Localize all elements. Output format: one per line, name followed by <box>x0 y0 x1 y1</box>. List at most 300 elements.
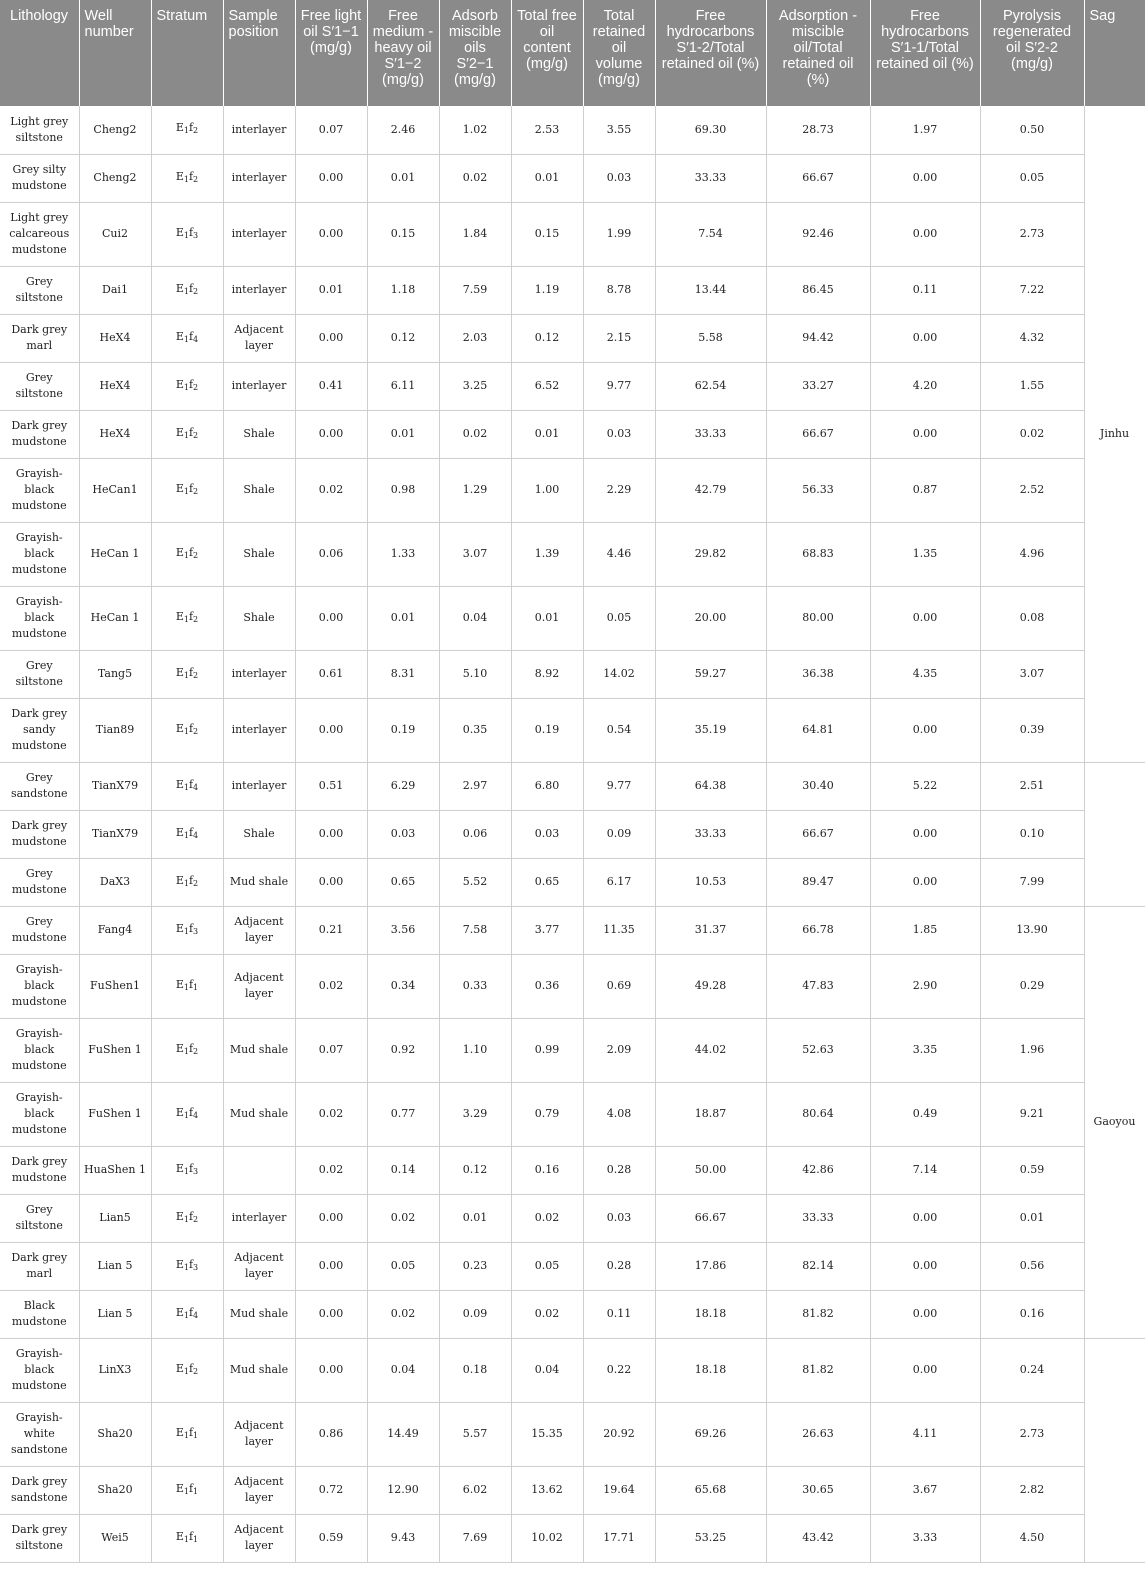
stratum-cell: $E_1f_2$ <box>151 106 223 154</box>
table-row <box>0 858 1145 906</box>
free-hc-s11-ratio-cell: 4.11 <box>870 1402 980 1466</box>
stratum-cell: $E_1f_2$ <box>151 266 223 314</box>
lithology-cell: Grayish-black mudstone <box>0 458 79 522</box>
free-medium-heavy-oil-cell: 8.31 <box>367 650 439 698</box>
sample-position-cell: Shale <box>223 810 295 858</box>
total-retained-oil-cell: 4.46 <box>583 522 655 586</box>
adsorb-miscible-oils-cell: 7.59 <box>439 266 511 314</box>
sag-cell: Gaoyou <box>1084 906 1145 1338</box>
adsorption-ratio-cell: 43.42 <box>766 1514 870 1562</box>
table-row <box>0 522 1145 586</box>
adsorption-ratio-cell: 80.64 <box>766 1082 870 1146</box>
adsorption-ratio-cell: 42.86 <box>766 1146 870 1194</box>
free-medium-heavy-oil-cell: 0.02 <box>367 1194 439 1242</box>
free-light-oil-cell: 0.41 <box>295 362 367 410</box>
total-retained-oil-cell: 0.69 <box>583 954 655 1018</box>
sample-position-cell: interlayer <box>223 154 295 202</box>
adsorb-miscible-oils-cell: 0.23 <box>439 1242 511 1290</box>
lithology-cell: Grayish-black mudstone <box>0 586 79 650</box>
table-row <box>0 906 1145 954</box>
total-retained-oil-cell: 0.03 <box>583 154 655 202</box>
adsorb-miscible-oils-cell: 0.04 <box>439 586 511 650</box>
free-light-oil-cell: 0.61 <box>295 650 367 698</box>
total-retained-oil-cell: 17.71 <box>583 1514 655 1562</box>
well-number-cell: Tian89 <box>79 698 151 762</box>
well-number-cell: HeCan 1 <box>79 522 151 586</box>
pyrolysis-oil-cell: 7.99 <box>980 858 1084 906</box>
sag-cell <box>1084 1338 1145 1562</box>
free-hc-s12-ratio-cell: 18.87 <box>655 1082 766 1146</box>
free-medium-heavy-oil-cell: 0.03 <box>367 810 439 858</box>
total-free-oil-cell: 0.01 <box>511 154 583 202</box>
well-number-cell: TianX79 <box>79 810 151 858</box>
free-hc-s12-ratio-cell: 49.28 <box>655 954 766 1018</box>
free-light-oil-cell: 0.07 <box>295 1018 367 1082</box>
adsorption-ratio-cell: 66.67 <box>766 154 870 202</box>
adsorb-miscible-oils-cell: 1.10 <box>439 1018 511 1082</box>
col-header-lithology: Lithology <box>0 0 79 106</box>
lithology-cell: Dark grey marl <box>0 314 79 362</box>
stratum-cell: $E_1f_3$ <box>151 906 223 954</box>
lithology-cell: Grayish-black mudstone <box>0 1082 79 1146</box>
sample-position-cell: Mud shale <box>223 1290 295 1338</box>
header-row <box>0 0 1145 106</box>
table-row <box>0 586 1145 650</box>
well-number-cell: TianX79 <box>79 762 151 810</box>
well-number-cell: Sha20 <box>79 1402 151 1466</box>
table-row <box>0 1146 1145 1194</box>
free-light-oil-cell: 0.00 <box>295 698 367 762</box>
well-number-cell: Cui2 <box>79 202 151 266</box>
well-number-cell: HeCan1 <box>79 458 151 522</box>
stratum-cell: $E_1f_3$ <box>151 1242 223 1290</box>
free-hc-s12-ratio-cell: 50.00 <box>655 1146 766 1194</box>
free-hc-s11-ratio-cell: 0.11 <box>870 266 980 314</box>
total-retained-oil-cell: 11.35 <box>583 906 655 954</box>
pyrolysis-oil-cell: 9.21 <box>980 1082 1084 1146</box>
adsorb-miscible-oils-cell: 5.52 <box>439 858 511 906</box>
free-light-oil-cell: 0.02 <box>295 458 367 522</box>
total-free-oil-cell: 3.77 <box>511 906 583 954</box>
total-free-oil-cell: 6.80 <box>511 762 583 810</box>
lithology-cell: Grey siltstone <box>0 362 79 410</box>
free-hc-s12-ratio-cell: 42.79 <box>655 458 766 522</box>
well-number-cell: FuShen 1 <box>79 1018 151 1082</box>
well-number-cell: FuShen1 <box>79 954 151 1018</box>
free-hc-s12-ratio-cell: 65.68 <box>655 1466 766 1514</box>
free-medium-heavy-oil-cell: 0.01 <box>367 410 439 458</box>
col-header-pyrolysis-oil: Pyrolysis regenerated oil S′2-2 (mg/g) <box>980 0 1084 106</box>
table-row <box>0 762 1145 810</box>
well-number-cell: LinX3 <box>79 1338 151 1402</box>
adsorb-miscible-oils-cell: 7.69 <box>439 1514 511 1562</box>
sample-position-cell: interlayer <box>223 1194 295 1242</box>
total-retained-oil-cell: 0.03 <box>583 1194 655 1242</box>
free-hc-s12-ratio-cell: 29.82 <box>655 522 766 586</box>
adsorb-miscible-oils-cell: 5.57 <box>439 1402 511 1466</box>
stratum-cell: $E_1f_2$ <box>151 1338 223 1402</box>
stratum-cell: $E_1f_1$ <box>151 954 223 1018</box>
free-medium-heavy-oil-cell: 0.92 <box>367 1018 439 1082</box>
free-light-oil-cell: 0.00 <box>295 1338 367 1402</box>
stratum-cell: $E_1f_4$ <box>151 1082 223 1146</box>
pyrolysis-oil-cell: 0.01 <box>980 1194 1084 1242</box>
free-hc-s12-ratio-cell: 53.25 <box>655 1514 766 1562</box>
total-free-oil-cell: 13.62 <box>511 1466 583 1514</box>
free-hc-s12-ratio-cell: 69.30 <box>655 106 766 154</box>
table-row <box>0 1242 1145 1290</box>
free-hc-s11-ratio-cell: 3.33 <box>870 1514 980 1562</box>
free-light-oil-cell: 0.01 <box>295 266 367 314</box>
pyrolysis-oil-cell: 0.08 <box>980 586 1084 650</box>
adsorb-miscible-oils-cell: 0.12 <box>439 1146 511 1194</box>
adsorption-ratio-cell: 36.38 <box>766 650 870 698</box>
free-medium-heavy-oil-cell: 0.19 <box>367 698 439 762</box>
free-medium-heavy-oil-cell: 0.15 <box>367 202 439 266</box>
well-number-cell: Dai1 <box>79 266 151 314</box>
total-retained-oil-cell: 9.77 <box>583 762 655 810</box>
total-free-oil-cell: 0.79 <box>511 1082 583 1146</box>
sag-cell <box>1084 762 1145 906</box>
stratum-cell: $E_1f_1$ <box>151 1466 223 1514</box>
free-medium-heavy-oil-cell: 1.18 <box>367 266 439 314</box>
sample-position-cell: Adjacent layer <box>223 906 295 954</box>
total-retained-oil-cell: 0.54 <box>583 698 655 762</box>
total-free-oil-cell: 6.52 <box>511 362 583 410</box>
free-hc-s11-ratio-cell: 1.97 <box>870 106 980 154</box>
free-light-oil-cell: 0.02 <box>295 954 367 1018</box>
free-hc-s12-ratio-cell: 33.33 <box>655 410 766 458</box>
pyrolysis-oil-cell: 4.32 <box>980 314 1084 362</box>
free-hc-s11-ratio-cell: 1.85 <box>870 906 980 954</box>
adsorb-miscible-oils-cell: 1.84 <box>439 202 511 266</box>
table-row <box>0 1018 1145 1082</box>
stratum-cell: $E_1f_2$ <box>151 1018 223 1082</box>
stratum-cell: $E_1f_2$ <box>151 1194 223 1242</box>
adsorption-ratio-cell: 66.78 <box>766 906 870 954</box>
total-free-oil-cell: 0.01 <box>511 586 583 650</box>
col-header-stratum: Stratum <box>151 0 223 106</box>
table-row <box>0 1290 1145 1338</box>
total-retained-oil-cell: 1.99 <box>583 202 655 266</box>
adsorb-miscible-oils-cell: 6.02 <box>439 1466 511 1514</box>
total-free-oil-cell: 1.00 <box>511 458 583 522</box>
table-row <box>0 1514 1145 1562</box>
free-hc-s11-ratio-cell: 0.00 <box>870 314 980 362</box>
well-number-cell: DaX3 <box>79 858 151 906</box>
total-free-oil-cell: 0.12 <box>511 314 583 362</box>
free-hc-s11-ratio-cell: 0.00 <box>870 1338 980 1402</box>
table-row <box>0 1082 1145 1146</box>
pyrolysis-oil-cell: 0.05 <box>980 154 1084 202</box>
pyrolysis-oil-cell: 2.73 <box>980 202 1084 266</box>
free-hc-s12-ratio-cell: 7.54 <box>655 202 766 266</box>
free-light-oil-cell: 0.72 <box>295 1466 367 1514</box>
total-free-oil-cell: 0.15 <box>511 202 583 266</box>
sample-position-cell: Shale <box>223 586 295 650</box>
adsorption-ratio-cell: 66.67 <box>766 410 870 458</box>
col-header-sample-position: Sample position <box>223 0 295 106</box>
free-hc-s12-ratio-cell: 69.26 <box>655 1402 766 1466</box>
free-medium-heavy-oil-cell: 0.65 <box>367 858 439 906</box>
free-medium-heavy-oil-cell: 0.05 <box>367 1242 439 1290</box>
pyrolysis-oil-cell: 1.96 <box>980 1018 1084 1082</box>
stratum-cell: $E_1f_3$ <box>151 1146 223 1194</box>
free-light-oil-cell: 0.00 <box>295 810 367 858</box>
table-row <box>0 314 1145 362</box>
free-medium-heavy-oil-cell: 0.02 <box>367 1290 439 1338</box>
adsorption-ratio-cell: 64.81 <box>766 698 870 762</box>
pyrolysis-oil-cell: 0.59 <box>980 1146 1084 1194</box>
adsorb-miscible-oils-cell: 2.03 <box>439 314 511 362</box>
pyrolysis-oil-cell: 7.22 <box>980 266 1084 314</box>
total-retained-oil-cell: 9.77 <box>583 362 655 410</box>
stratum-cell: $E_1f_2$ <box>151 858 223 906</box>
adsorb-miscible-oils-cell: 5.10 <box>439 650 511 698</box>
pyrolysis-oil-cell: 4.96 <box>980 522 1084 586</box>
free-light-oil-cell: 0.00 <box>295 586 367 650</box>
free-light-oil-cell: 0.59 <box>295 1514 367 1562</box>
free-hc-s12-ratio-cell: 66.67 <box>655 1194 766 1242</box>
sample-position-cell: Shale <box>223 522 295 586</box>
free-hc-s11-ratio-cell: 4.35 <box>870 650 980 698</box>
total-retained-oil-cell: 6.17 <box>583 858 655 906</box>
lithology-cell: Dark grey mudstone <box>0 410 79 458</box>
total-free-oil-cell: 1.19 <box>511 266 583 314</box>
free-medium-heavy-oil-cell: 0.34 <box>367 954 439 1018</box>
total-free-oil-cell: 0.03 <box>511 810 583 858</box>
total-retained-oil-cell: 2.09 <box>583 1018 655 1082</box>
free-medium-heavy-oil-cell: 6.11 <box>367 362 439 410</box>
total-free-oil-cell: 0.01 <box>511 410 583 458</box>
free-hc-s11-ratio-cell: 0.49 <box>870 1082 980 1146</box>
adsorption-ratio-cell: 56.33 <box>766 458 870 522</box>
well-number-cell: HeX4 <box>79 410 151 458</box>
stratum-cell: $E_1f_4$ <box>151 762 223 810</box>
lithology-cell: Dark grey siltstone <box>0 1514 79 1562</box>
free-medium-heavy-oil-cell: 0.14 <box>367 1146 439 1194</box>
total-retained-oil-cell: 0.03 <box>583 410 655 458</box>
sample-position-cell: interlayer <box>223 202 295 266</box>
free-hc-s11-ratio-cell: 0.00 <box>870 698 980 762</box>
col-header-free-medium-heavy-oil: Free medium - heavy oil S′1−2 (mg/g) <box>367 0 439 106</box>
adsorb-miscible-oils-cell: 0.02 <box>439 410 511 458</box>
free-light-oil-cell: 0.07 <box>295 106 367 154</box>
sample-position-cell: Mud shale <box>223 1338 295 1402</box>
lithology-cell: Grey siltstone <box>0 650 79 698</box>
free-medium-heavy-oil-cell: 0.77 <box>367 1082 439 1146</box>
free-hc-s12-ratio-cell: 44.02 <box>655 1018 766 1082</box>
table-row <box>0 1194 1145 1242</box>
pyrolysis-oil-cell: 1.55 <box>980 362 1084 410</box>
total-retained-oil-cell: 14.02 <box>583 650 655 698</box>
total-free-oil-cell: 0.05 <box>511 1242 583 1290</box>
sample-position-cell: interlayer <box>223 762 295 810</box>
well-number-cell: Cheng2 <box>79 154 151 202</box>
free-hc-s12-ratio-cell: 20.00 <box>655 586 766 650</box>
pyrolysis-oil-cell: 3.07 <box>980 650 1084 698</box>
sample-position-cell <box>223 1146 295 1194</box>
total-free-oil-cell: 8.92 <box>511 650 583 698</box>
table-row <box>0 154 1145 202</box>
table-row <box>0 650 1145 698</box>
sample-position-cell: Mud shale <box>223 858 295 906</box>
stratum-cell: $E_1f_4$ <box>151 810 223 858</box>
adsorb-miscible-oils-cell: 3.29 <box>439 1082 511 1146</box>
pyrolysis-oil-cell: 0.02 <box>980 410 1084 458</box>
lithology-cell: Grayish-black mudstone <box>0 1018 79 1082</box>
free-hc-s11-ratio-cell: 4.20 <box>870 362 980 410</box>
free-hc-s12-ratio-cell: 35.19 <box>655 698 766 762</box>
adsorb-miscible-oils-cell: 0.33 <box>439 954 511 1018</box>
lithology-cell: Grayish-black mudstone <box>0 522 79 586</box>
free-hc-s12-ratio-cell: 10.53 <box>655 858 766 906</box>
lithology-cell: Grayish-white sandstone <box>0 1402 79 1466</box>
pyrolysis-oil-cell: 2.73 <box>980 1402 1084 1466</box>
free-light-oil-cell: 0.00 <box>295 154 367 202</box>
free-hc-s12-ratio-cell: 62.54 <box>655 362 766 410</box>
free-light-oil-cell: 0.02 <box>295 1146 367 1194</box>
total-retained-oil-cell: 20.92 <box>583 1402 655 1466</box>
total-retained-oil-cell: 0.05 <box>583 586 655 650</box>
adsorption-ratio-cell: 33.33 <box>766 1194 870 1242</box>
adsorption-ratio-cell: 30.40 <box>766 762 870 810</box>
table-row <box>0 698 1145 762</box>
free-medium-heavy-oil-cell: 0.01 <box>367 154 439 202</box>
well-number-cell: Fang4 <box>79 906 151 954</box>
adsorb-miscible-oils-cell: 0.01 <box>439 1194 511 1242</box>
lithology-cell: Dark grey mudstone <box>0 1146 79 1194</box>
total-retained-oil-cell: 0.09 <box>583 810 655 858</box>
lithology-cell: Grey mudstone <box>0 858 79 906</box>
sample-position-cell: Adjacent layer <box>223 954 295 1018</box>
stratum-cell: $E_1f_1$ <box>151 1514 223 1562</box>
free-medium-heavy-oil-cell: 12.90 <box>367 1466 439 1514</box>
free-hc-s11-ratio-cell: 0.00 <box>870 586 980 650</box>
pyrolysis-oil-cell: 2.52 <box>980 458 1084 522</box>
adsorption-ratio-cell: 30.65 <box>766 1466 870 1514</box>
total-free-oil-cell: 0.65 <box>511 858 583 906</box>
adsorption-ratio-cell: 92.46 <box>766 202 870 266</box>
sample-position-cell: Shale <box>223 458 295 522</box>
free-hc-s11-ratio-cell: 0.00 <box>870 810 980 858</box>
free-light-oil-cell: 0.21 <box>295 906 367 954</box>
free-light-oil-cell: 0.00 <box>295 202 367 266</box>
free-light-oil-cell: 0.86 <box>295 1402 367 1466</box>
sample-position-cell: Adjacent layer <box>223 1514 295 1562</box>
lithology-cell: Grayish-black mudstone <box>0 954 79 1018</box>
adsorb-miscible-oils-cell: 1.29 <box>439 458 511 522</box>
pyrolysis-oil-cell: 2.51 <box>980 762 1084 810</box>
free-hc-s11-ratio-cell: 0.87 <box>870 458 980 522</box>
sample-position-cell: interlayer <box>223 698 295 762</box>
free-light-oil-cell: 0.51 <box>295 762 367 810</box>
adsorption-ratio-cell: 52.63 <box>766 1018 870 1082</box>
adsorb-miscible-oils-cell: 0.02 <box>439 154 511 202</box>
pyrolysis-oil-cell: 4.50 <box>980 1514 1084 1562</box>
table-row <box>0 362 1145 410</box>
col-header-free-hc-s11-ratio: Free hydrocarbons S′1-1/Total retained oil (%) <box>870 0 980 106</box>
free-hc-s12-ratio-cell: 33.33 <box>655 810 766 858</box>
well-number-cell: Cheng2 <box>79 106 151 154</box>
adsorption-ratio-cell: 94.42 <box>766 314 870 362</box>
adsorption-ratio-cell: 33.27 <box>766 362 870 410</box>
adsorption-ratio-cell: 47.83 <box>766 954 870 1018</box>
col-header-well-number: Well number <box>79 0 151 106</box>
total-retained-oil-cell: 2.29 <box>583 458 655 522</box>
col-header-adsorb-miscible-oils: Adsorb miscible oils S′2−1 (mg/g) <box>439 0 511 106</box>
free-hc-s11-ratio-cell: 2.90 <box>870 954 980 1018</box>
free-hc-s12-ratio-cell: 64.38 <box>655 762 766 810</box>
free-hc-s11-ratio-cell: 1.35 <box>870 522 980 586</box>
stratum-cell: $E_1f_3$ <box>151 202 223 266</box>
table-row <box>0 410 1145 458</box>
lithology-cell: Grey silty mudstone <box>0 154 79 202</box>
total-retained-oil-cell: 2.15 <box>583 314 655 362</box>
free-medium-heavy-oil-cell: 9.43 <box>367 1514 439 1562</box>
lithology-cell: Black mudstone <box>0 1290 79 1338</box>
free-hc-s11-ratio-cell: 0.00 <box>870 202 980 266</box>
adsorb-miscible-oils-cell: 7.58 <box>439 906 511 954</box>
total-retained-oil-cell: 0.28 <box>583 1146 655 1194</box>
stratum-cell: $E_1f_2$ <box>151 698 223 762</box>
well-number-cell: FuShen 1 <box>79 1082 151 1146</box>
total-free-oil-cell: 0.02 <box>511 1290 583 1338</box>
total-free-oil-cell: 1.39 <box>511 522 583 586</box>
adsorption-ratio-cell: 81.82 <box>766 1338 870 1402</box>
total-free-oil-cell: 0.04 <box>511 1338 583 1402</box>
well-number-cell: Sha20 <box>79 1466 151 1514</box>
lithology-cell: Light grey siltstone <box>0 106 79 154</box>
free-hc-s11-ratio-cell: 0.00 <box>870 410 980 458</box>
adsorption-ratio-cell: 86.45 <box>766 266 870 314</box>
sample-position-cell: interlayer <box>223 106 295 154</box>
sample-position-cell: interlayer <box>223 266 295 314</box>
adsorption-ratio-cell: 80.00 <box>766 586 870 650</box>
col-header-free-light-oil: Free light oil S′1−1 (mg/g) <box>295 0 367 106</box>
adsorption-ratio-cell: 82.14 <box>766 1242 870 1290</box>
pyrolysis-oil-cell: 0.50 <box>980 106 1084 154</box>
free-light-oil-cell: 0.06 <box>295 522 367 586</box>
sample-position-cell: interlayer <box>223 362 295 410</box>
total-free-oil-cell: 0.19 <box>511 698 583 762</box>
pyrolysis-oil-cell: 0.10 <box>980 810 1084 858</box>
total-retained-oil-cell: 3.55 <box>583 106 655 154</box>
well-number-cell: Lian 5 <box>79 1242 151 1290</box>
stratum-cell: $E_1f_2$ <box>151 362 223 410</box>
table-row <box>0 458 1145 522</box>
total-free-oil-cell: 0.36 <box>511 954 583 1018</box>
free-light-oil-cell: 0.00 <box>295 858 367 906</box>
pyrolysis-oil-cell: 0.56 <box>980 1242 1084 1290</box>
free-hc-s11-ratio-cell: 0.00 <box>870 1242 980 1290</box>
total-free-oil-cell: 15.35 <box>511 1402 583 1466</box>
free-hc-s12-ratio-cell: 5.58 <box>655 314 766 362</box>
free-hc-s11-ratio-cell: 7.14 <box>870 1146 980 1194</box>
free-light-oil-cell: 0.02 <box>295 1082 367 1146</box>
well-number-cell: HeCan 1 <box>79 586 151 650</box>
sample-position-cell: Adjacent layer <box>223 1466 295 1514</box>
adsorb-miscible-oils-cell: 0.35 <box>439 698 511 762</box>
stratum-cell: $E_1f_4$ <box>151 314 223 362</box>
adsorption-ratio-cell: 28.73 <box>766 106 870 154</box>
sample-position-cell: Adjacent layer <box>223 1242 295 1290</box>
well-number-cell: Lian5 <box>79 1194 151 1242</box>
sag-cell: Jinhu <box>1084 106 1145 762</box>
free-light-oil-cell: 0.00 <box>295 1290 367 1338</box>
total-retained-oil-cell: 19.64 <box>583 1466 655 1514</box>
free-hc-s11-ratio-cell: 0.00 <box>870 1290 980 1338</box>
